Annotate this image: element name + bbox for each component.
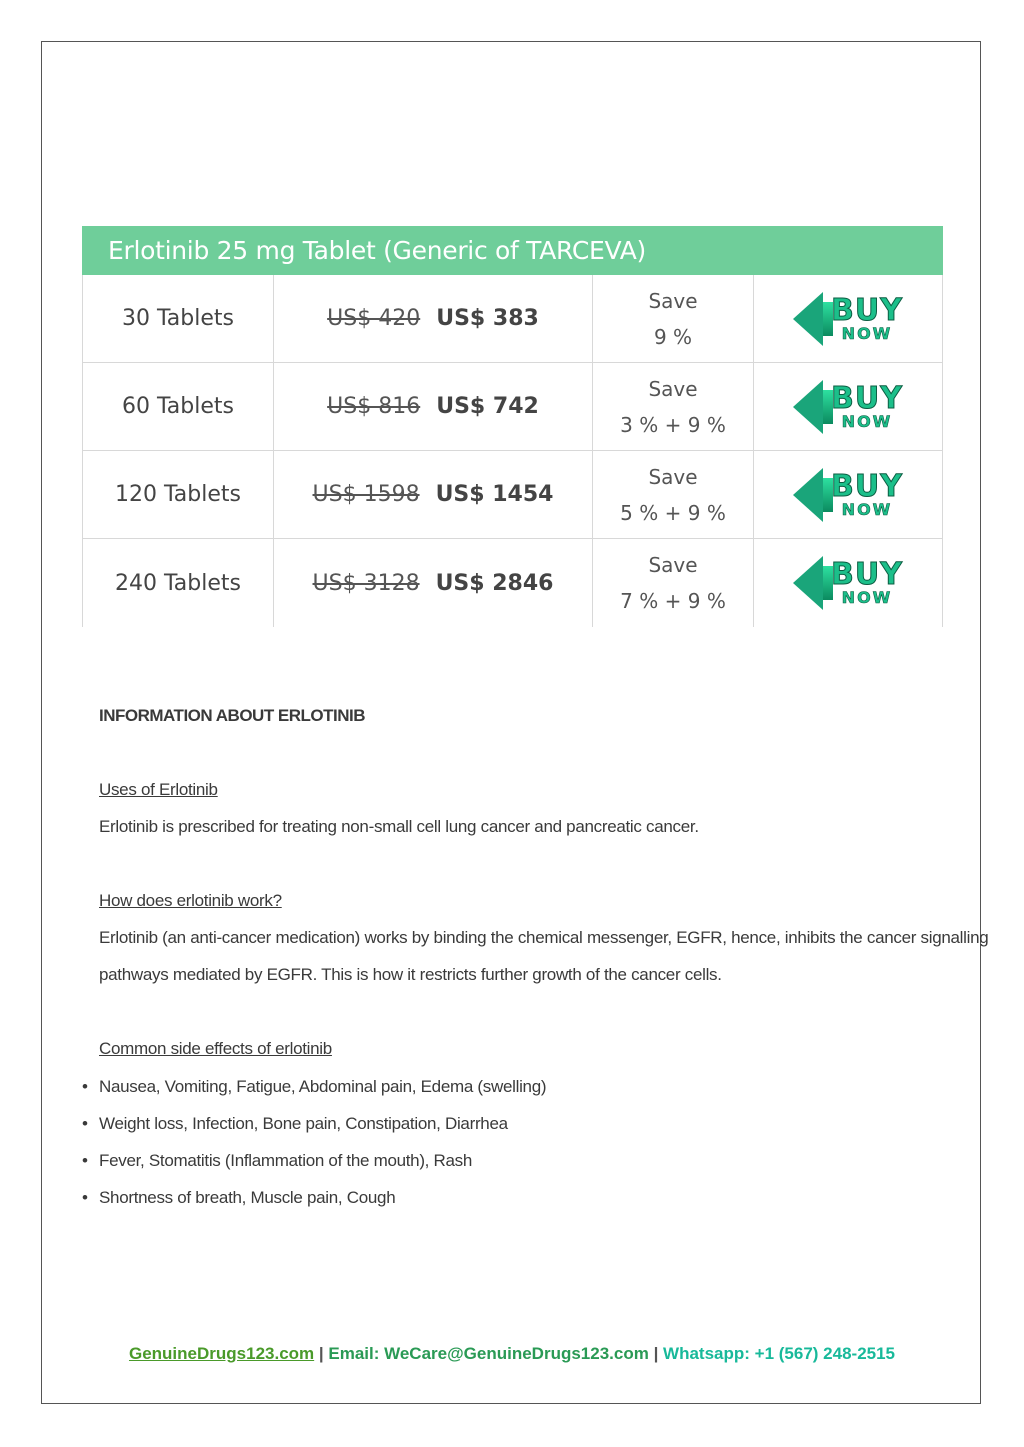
uses-text: Erlotinib is prescribed for treating non-small cell lung cancer and pancreatic cancer. [99,817,699,836]
new-price: US$ 2846 [435,570,554,596]
footer [0,1344,1024,1364]
price-row [83,451,942,539]
site-link[interactable]: GenuineDrugs123.com [128,1344,315,1363]
buy-now-text [831,380,903,431]
buy-now-text [831,468,903,519]
arrow-left-icon [793,380,823,434]
list-item: • Fever, Stomatitis (Inflammation of the mouth), Rash [82,1146,546,1183]
old-price: US$ 420 [327,306,421,331]
price-rows [82,275,943,627]
old-price: US$ 816 [327,394,421,419]
buy-now-button[interactable] [793,292,903,346]
save-label: Save [648,376,698,401]
how-text-line-2: pathways mediated by EGFR. This is how it restricts further growth of the cancer cells. [99,965,722,984]
arrow-left-icon [793,468,823,522]
arrow-left-icon [793,556,823,610]
new-price: US$ 1454 [435,482,554,507]
buy-label: BUY [831,468,903,504]
save-value: 5 % + 9 % [620,500,726,525]
side-effects-heading: Common side effects of erlotinib [99,1039,332,1058]
savings-cell [593,363,754,450]
price-cell [274,363,593,450]
separator: | [314,1344,329,1363]
save-label: Save [648,553,698,577]
buy-label: BUY [831,380,903,416]
savings-cell [593,451,754,538]
buy-now-button[interactable] [793,556,903,610]
price-cell [274,275,593,362]
buy-now-text [831,557,903,607]
list-item: • Weight loss, Infection, Bone pain, Constipation, Diarrhea [82,1109,546,1146]
list-item: • Nausea, Vomiting, Fatigue, Abdominal pain, Edema (swelling) [82,1072,546,1109]
buy-now-text [831,292,903,343]
email-contact: Email: WeCare@GenuineDrugs123.com [328,1344,649,1363]
arrow-left-icon [793,292,823,346]
save-label: Save [648,464,698,489]
price-cell [274,539,593,627]
product-title: Erlotinib 25 mg Tablet (Generic of TARCEVA) [82,226,943,275]
price-row [83,539,942,627]
buy-label: BUY [831,557,903,592]
savings-cell [593,275,754,362]
buy-label: BUY [831,292,903,328]
price-row [83,275,942,363]
list-item: • Shortness of breath, Muscle pain, Cough [82,1183,546,1220]
save-label: Save [648,288,698,313]
separator: | [648,1344,664,1363]
buy-now-button[interactable] [793,380,903,434]
uses-heading: Uses of Erlotinib [99,780,218,799]
old-price: US$ 1598 [312,482,420,507]
buy-cell [754,363,942,450]
price-cell [274,451,593,538]
info-title: INFORMATION ABOUT ERLOTINIB [99,706,366,725]
quantity-label: 240 Tablets [83,539,274,627]
quantity-label: 30 Tablets [83,275,274,362]
quantity-label: 60 Tablets [83,363,274,450]
price-row [83,363,942,451]
buy-cell [754,451,942,538]
buy-cell [754,275,942,362]
buy-now-button[interactable] [793,468,903,522]
whatsapp-contact: Whatsapp: +1 (567) 248-2515 [663,1344,896,1363]
save-value: 3 % + 9 % [620,412,726,437]
new-price: US$ 383 [436,306,539,331]
now-label: NOW [841,323,893,343]
save-value: 7 % + 9 % [620,589,726,613]
new-price: US$ 742 [436,394,539,419]
savings-cell [593,539,754,627]
now-label: NOW [841,499,893,519]
now-label: NOW [841,588,893,607]
now-label: NOW [841,411,893,431]
price-table [82,226,943,627]
buy-cell [754,539,942,627]
old-price: US$ 3128 [312,570,420,596]
how-heading: How does erlotinib work? [99,891,282,910]
how-text-line-1: Erlotinib (an anti-cancer medication) works by binding the chemical messenger, EGFR, hence, inhibits the cancer signalling [99,928,989,947]
side-effects-list [82,1072,546,1220]
save-value: 9 % [653,324,693,349]
quantity-label: 120 Tablets [83,451,274,538]
